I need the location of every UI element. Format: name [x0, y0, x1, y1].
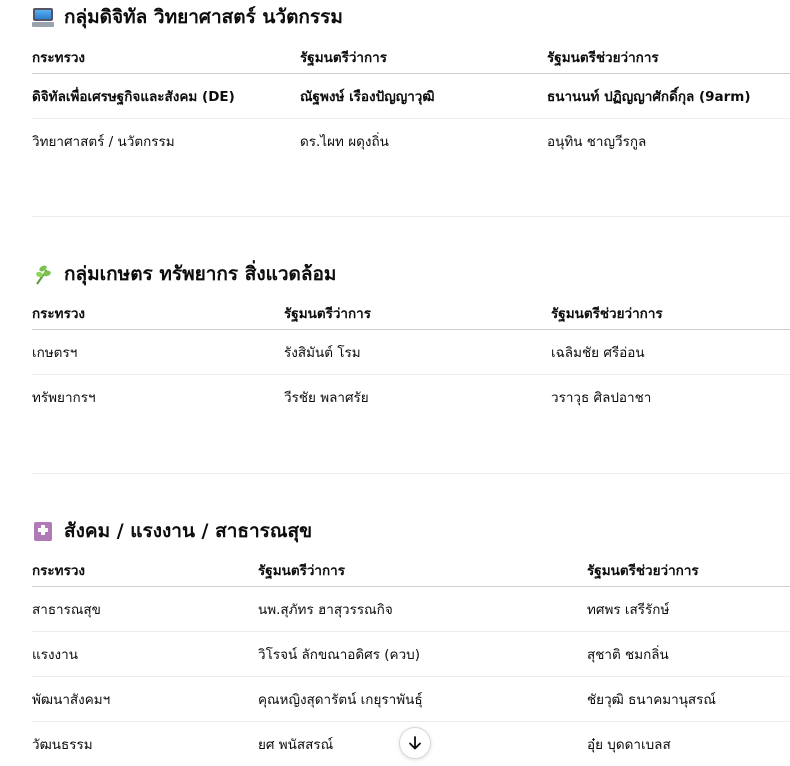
table-cell: ธนานนท์ ปฏิญญาศักดิ์กุล (9arm): [547, 74, 790, 119]
column-header: กระทรวง: [32, 40, 300, 74]
table-cell: ดร.ไผท ผดุงถิ่น: [300, 119, 547, 164]
table-row: [32, 632, 790, 677]
table-row: [32, 74, 790, 119]
table-cell: อนุทิน ชาญวีรกูล: [547, 119, 790, 164]
section-title-text: กลุ่มดิจิทัล วิทยาศาสตร์ นวัตกรรม: [64, 2, 343, 32]
table-row: [32, 677, 790, 722]
section-title: [32, 516, 312, 546]
table-cell: สาธารณสุข: [32, 587, 258, 632]
table-header-row: [32, 553, 790, 587]
computer-icon: [32, 6, 54, 28]
table-cell: พัฒนาสังคมฯ: [32, 677, 258, 722]
table-cell: วราวุธ ศิลปอาชา: [551, 375, 790, 420]
column-header: รัฐมนตรีช่วยว่าการ: [547, 40, 790, 74]
table-row: [32, 375, 790, 420]
table-cell: วัฒนธรรม: [32, 722, 258, 766]
section-title-text: กลุ่มเกษตร ทรัพยากร สิ่งแวดล้อม: [64, 259, 336, 289]
table-cell: อุ๋ย บุดดาเบลส: [587, 722, 790, 766]
table-cell: ยศ พนัสสรณ์: [258, 722, 587, 766]
arrow-down-icon: [407, 735, 423, 751]
table-row: [32, 330, 790, 375]
column-header: รัฐมนตรีช่วยว่าการ: [587, 553, 790, 587]
table-row: [32, 119, 790, 164]
table-header-row: [32, 296, 790, 330]
column-header: รัฐมนตรีว่าการ: [284, 296, 551, 330]
column-header: รัฐมนตรีว่าการ: [300, 40, 547, 74]
ministers-table: [32, 40, 790, 163]
table-cell: ดิจิทัลเพื่อเศรษฐกิจและสังคม (DE): [32, 74, 300, 119]
column-header: กระทรวง: [32, 296, 284, 330]
table-cell: แรงงาน: [32, 632, 258, 677]
section-title: [32, 259, 336, 289]
table-cell: รังสิมันต์ โรม: [284, 330, 551, 375]
table-cell: คุณหญิงสุดารัตน์ เกยุราพันธุ์: [258, 677, 587, 722]
table-cell: ทรัพยากรฯ: [32, 375, 284, 420]
column-header: รัฐมนตรีว่าการ: [258, 553, 587, 587]
table-cell: ชัยวุฒิ ธนาคมานุสรณ์: [587, 677, 790, 722]
table-cell: วิทยาศาสตร์ / นวัตกรรม: [32, 119, 300, 164]
table-cell: นพ.สุภัทร ฮาสุวรรณกิจ: [258, 587, 587, 632]
ministers-table: [32, 296, 790, 419]
table-cell: เฉลิมชัย ศรีอ่อน: [551, 330, 790, 375]
section-title: [32, 2, 343, 32]
column-header: รัฐมนตรีช่วยว่าการ: [551, 296, 790, 330]
table-cell: ณัฐพงษ์ เรืองปัญญาวุฒิ: [300, 74, 547, 119]
table-cell: ทศพร เสรีรักษ์: [587, 587, 790, 632]
section-divider: [32, 216, 790, 217]
table-cell: วีรชัย พลาศรัย: [284, 375, 551, 420]
column-header: กระทรวง: [32, 553, 258, 587]
scroll-down-button[interactable]: [399, 727, 431, 759]
table-cell: วิโรจน์ ลักขณาอดิศร (ควบ): [258, 632, 587, 677]
herb-icon: [32, 263, 54, 285]
hospital-icon: [32, 520, 54, 542]
table-row: [32, 587, 790, 632]
table-cell: เกษตรฯ: [32, 330, 284, 375]
table-cell: สุชาติ ชมกลิ่น: [587, 632, 790, 677]
table-header-row: [32, 40, 790, 74]
section-divider: [32, 473, 790, 474]
section-title-text: สังคม / แรงงาน / สาธารณสุข: [64, 516, 312, 546]
